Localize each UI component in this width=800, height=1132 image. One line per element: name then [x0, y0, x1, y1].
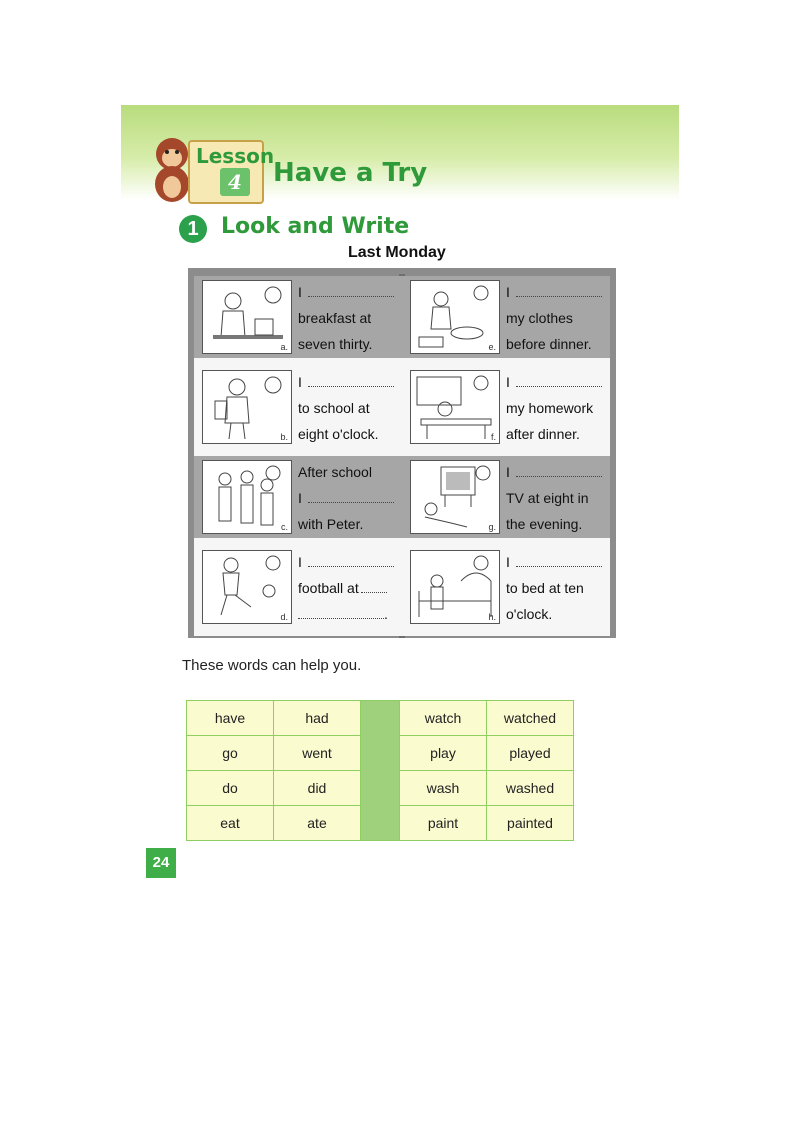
picture-letter: c.: [280, 522, 288, 532]
sentence-text: the evening.: [506, 516, 583, 532]
table-cell: go: [187, 736, 274, 771]
table-cell: did: [274, 771, 361, 806]
sentence-start: I: [506, 284, 510, 300]
sentence-text: TV at eight in: [506, 490, 589, 506]
exercise-subtitle: Last Monday: [348, 244, 446, 261]
exercise-item-h: [402, 546, 610, 628]
sentence-text: my homework: [506, 400, 594, 416]
answer-blank[interactable]: [516, 376, 602, 387]
boy-kicking-ball-icon: [203, 551, 291, 623]
boy-doing-homework-icon: [411, 371, 499, 443]
picture-letter: a.: [280, 342, 288, 352]
lesson-number: 4: [220, 168, 250, 196]
picture-homework: [410, 370, 500, 444]
sentence-text: football at: [298, 580, 359, 596]
picture-letter: f.: [490, 432, 496, 442]
sentence-start: I: [506, 374, 510, 390]
sentence-text: to bed at ten: [506, 580, 584, 596]
table-cell: do: [187, 771, 274, 806]
sentence-start: I: [298, 554, 302, 570]
sentence-start: I: [298, 284, 302, 300]
answer-blank[interactable]: [308, 376, 394, 387]
table-cell: painted: [487, 806, 574, 841]
sentence-end: .: [384, 606, 388, 622]
answer-blank[interactable]: [308, 286, 394, 297]
lesson-tag: [188, 140, 275, 204]
sentence-start: I: [298, 490, 302, 506]
word-bank-table: [186, 700, 574, 841]
boy-eating-breakfast-icon: [203, 281, 291, 353]
lesson-label: Lesson: [196, 144, 275, 168]
sentence-start: I: [506, 464, 510, 480]
table-cell: played: [487, 736, 574, 771]
section-title: Look and Write: [221, 214, 410, 239]
table-cell: play: [400, 736, 487, 771]
table-cell: watched: [487, 701, 574, 736]
picture-going-to-bed: [410, 550, 500, 624]
sentence-text: my clothes: [506, 310, 573, 326]
children-playing-icon: [203, 461, 291, 533]
table-divider: [361, 701, 400, 841]
picture-school: [202, 370, 292, 444]
sentence-start: I: [298, 374, 302, 390]
open-book: [188, 268, 616, 638]
page-number: 24: [146, 848, 176, 878]
book-left-page: [194, 276, 402, 636]
picture-letter: g.: [488, 522, 496, 532]
boy-washing-clothes-icon: [411, 281, 499, 353]
boy-watching-tv-icon: [411, 461, 499, 533]
picture-breakfast: [202, 280, 292, 354]
picture-letter: b.: [280, 432, 288, 442]
boy-going-to-school-icon: [203, 371, 291, 443]
picture-letter: e.: [488, 342, 496, 352]
answer-blank[interactable]: [298, 608, 384, 619]
picture-football: [202, 550, 292, 624]
exercise-item-a: [194, 276, 402, 358]
table-cell: eat: [187, 806, 274, 841]
sentence-text: before dinner.: [506, 336, 592, 352]
picture-after-school: [202, 460, 292, 534]
table-cell: went: [274, 736, 361, 771]
boy-going-to-bed-icon: [411, 551, 499, 623]
answer-blank[interactable]: [516, 286, 602, 297]
table-cell: ate: [274, 806, 361, 841]
book-right-page: [402, 276, 610, 636]
table-cell: had: [274, 701, 361, 736]
sentence-text: breakfast at: [298, 310, 372, 326]
exercise-item-g: [402, 456, 610, 538]
section-number-badge: 1: [179, 215, 207, 243]
table-cell: watch: [400, 701, 487, 736]
sentence-text: eight o'clock.: [298, 426, 379, 442]
table-cell: paint: [400, 806, 487, 841]
table-row: [187, 701, 574, 736]
picture-letter: d.: [280, 612, 288, 622]
sentence-start: I: [506, 554, 510, 570]
picture-watching-tv: [410, 460, 500, 534]
answer-blank[interactable]: [361, 582, 387, 593]
sentence-text: with Peter.: [298, 516, 364, 532]
sentence-text: to school at: [298, 400, 370, 416]
word-bank-hint: These words can help you.: [182, 657, 362, 674]
sentence-text: seven thirty.: [298, 336, 373, 352]
answer-blank[interactable]: [516, 466, 602, 477]
answer-blank[interactable]: [308, 556, 394, 567]
table-cell: have: [187, 701, 274, 736]
exercise-item-e: [402, 276, 610, 358]
exercise-item-b: [194, 366, 402, 448]
sentence-text: after dinner.: [506, 426, 580, 442]
table-cell: washed: [487, 771, 574, 806]
answer-blank[interactable]: [516, 556, 602, 567]
exercise-item-c: [194, 456, 402, 538]
picture-washing-clothes: [410, 280, 500, 354]
sentence-text: After school: [298, 464, 372, 480]
exercise-item-f: [402, 366, 610, 448]
exercise-item-d: [194, 546, 402, 628]
lesson-title: Have a Try: [273, 158, 428, 188]
answer-blank[interactable]: [308, 492, 394, 503]
sentence-text: o'clock.: [506, 606, 553, 622]
table-cell: wash: [400, 771, 487, 806]
picture-letter: h.: [488, 612, 496, 622]
